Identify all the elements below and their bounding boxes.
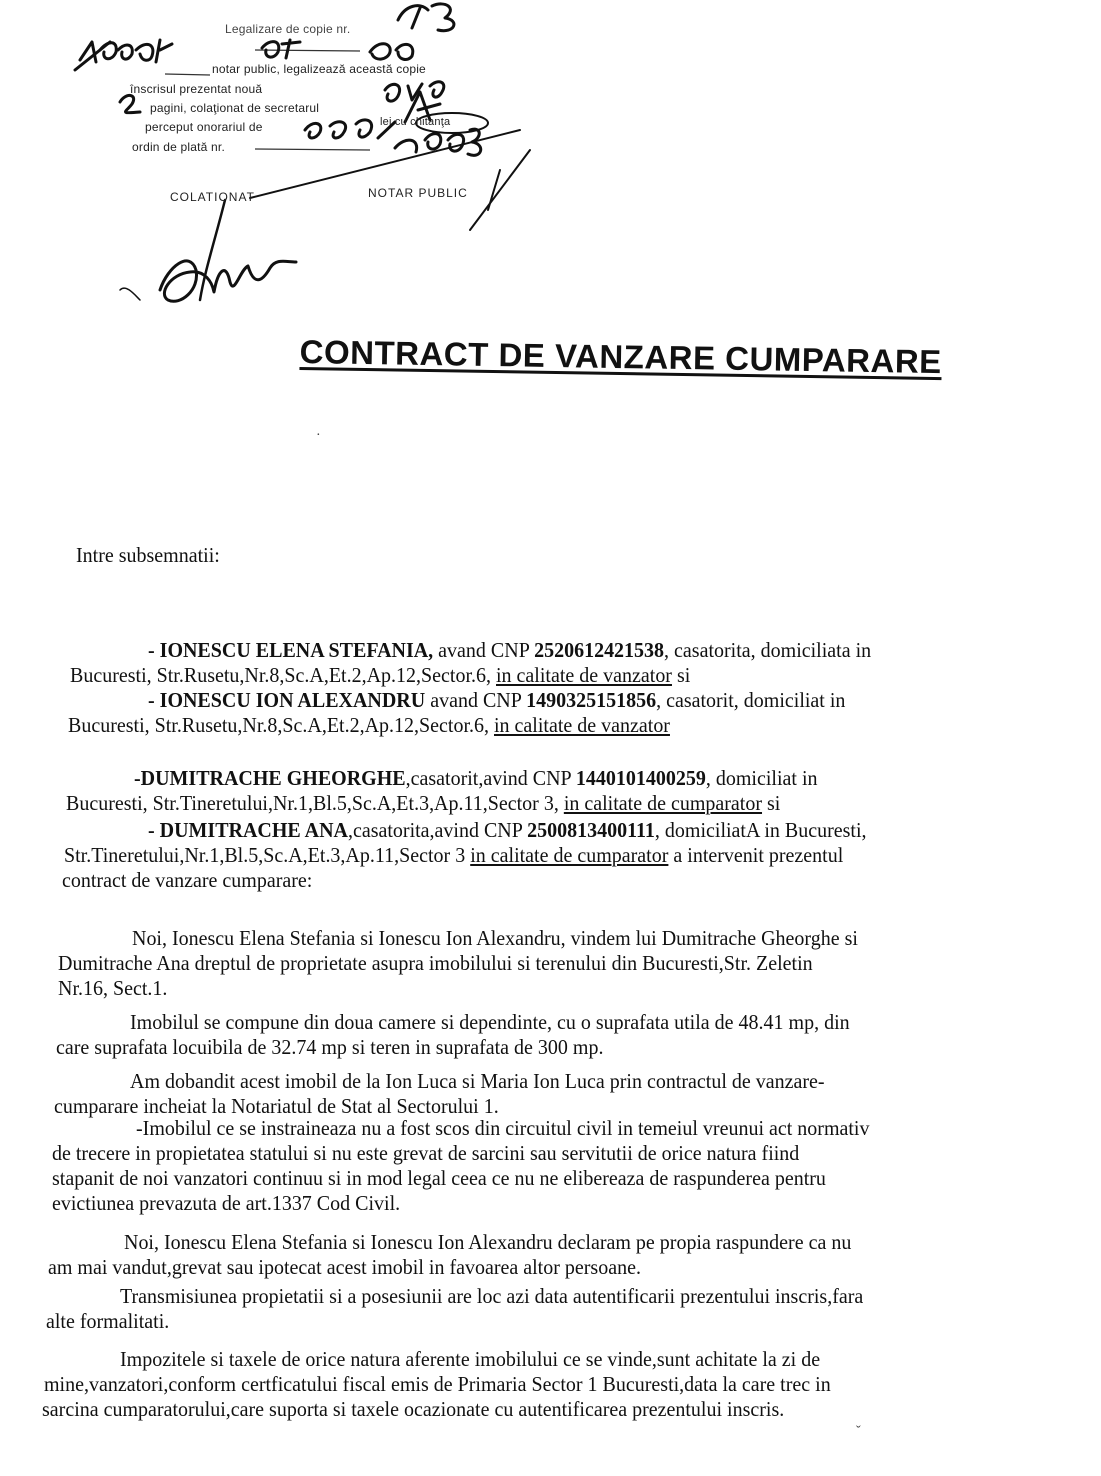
party-3-status: ,casatorit,avind CNP [405, 766, 576, 790]
body-line: care suprafata locuibila de 32.74 mp si teren in suprafata de 300 mp. [56, 1035, 604, 1059]
stamp-colationat: COLATIONAT [170, 190, 255, 204]
party-2-address: Bucuresti, Str.Rusetu,Nr.8,Sc.A,Et.2,Ap.12,Sector.6, [68, 713, 494, 737]
body-line: evictiunea prevazuta de art.1337 Cod Civil. [52, 1191, 401, 1215]
document-title: CONTRACT DE VANZARE CUMPARARE [299, 333, 943, 381]
party-4-address: Str.Tineretului,Nr.1,Bl.5,Sc.A,Et.3,Ap.11,Sector 3 [64, 843, 471, 867]
body-line: alte formalitati. [46, 1309, 170, 1333]
stamp-line-5: pagini, colaţionat de secretarul [150, 101, 320, 115]
party-4-domicile: , domiciliatA in Bucuresti, [654, 818, 867, 842]
body-line: Dumitrache Ana dreptul de proprietate asupra imobilului si terenului din Bucuresti,Str. Zeletin [58, 951, 813, 975]
party-2-status: , casatorit, domiciliat in [656, 688, 846, 712]
party-4-line-2 [64, 845, 843, 867]
stamp-line-3: notar public, legalizează această copie [212, 62, 426, 76]
party-1-address: Bucuresti, Str.Rusetu,Nr.8,Sc.A,Et.2,Ap.12,Sector.6, [70, 663, 496, 687]
body-line: Transmisiunea propietatii si a posesiunii are loc azi data autentificarii prezentului inscris,fara [120, 1284, 864, 1308]
party-1-cnp: 2520612421538 [534, 638, 665, 662]
body-line: Noi, Ionescu Elena Stefania si Ionescu Ion Alexandru declaram pe propia raspundere ca nu [124, 1230, 852, 1254]
party-4-line-1 [148, 820, 866, 842]
party-3-role: in calitate de cumparator [563, 791, 763, 815]
stamp-line-7: lei cu chitanţa [380, 116, 451, 128]
party-3-cnp: 1440101400259 [575, 766, 706, 790]
party-4-cnp: 2500813400111 [527, 818, 655, 842]
body-line: Imobilul se compune din doua camere si dependinte, cu o suprafata utila de 48.41 mp, din [130, 1010, 850, 1034]
party-1-status: , casatorita, domiciliata in [664, 638, 872, 662]
conjunction: si [762, 791, 781, 815]
body-line: stapanit de noi vanzatori continuu si in mod legal ceea ce nu ne elibereaza de raspunderea pentru [52, 1166, 826, 1190]
party-4-name: - DUMITRACHE ANA [148, 818, 348, 842]
stamp-notar: NOTAR PUBLIC [368, 186, 468, 200]
party-2-name: - IONESCU ION ALEXANDRU [148, 688, 426, 712]
body-line: Nr.16, Sect.1. [58, 976, 168, 1000]
body-line: Am dobandit acest imobil de la Ion Luca si Maria Ion Luca prin contractul de vanzare- [130, 1069, 825, 1093]
notary-stamp [0, 0, 560, 330]
party-3-name: -DUMITRACHE GHEORGHE [134, 766, 406, 790]
body-line: -Imobilul ce se instraineaza nu a fost scos din circuitul civil in temeiul vreunui act normativ [136, 1116, 870, 1140]
party-4-role: in calitate de cumparator [470, 843, 669, 867]
stamp-line-2 [205, 40, 347, 54]
party-4-status: ,casatorita,avind CNP [347, 818, 528, 842]
party-1-role: in calitate de vanzator [495, 663, 672, 687]
party-1-line-1 [148, 640, 871, 662]
stamp-line-6: perceput onorariul de [145, 120, 263, 134]
cnp-label: avand CNP [425, 688, 527, 712]
stamp-line-1: Legalizare de copie nr. [225, 22, 351, 36]
intro-text: Intre subsemnatii: [76, 543, 220, 567]
party-4-tail: a intervenit prezentul [668, 843, 844, 867]
party-3-address: Bucuresti, Str.Tineretului,Nr.1,Bl.5,Sc.A,Et.3,Ap.11,Sector 3, [66, 791, 564, 815]
party-1-name: - IONESCU ELENA STEFANIA, [148, 638, 434, 662]
body-line: mine,vanzatori,conform certficatului fiscal emis de Primaria Sector 1 Bucuresti,data la care trec in [44, 1372, 831, 1396]
party-2-cnp: 1490325151856 [526, 688, 657, 712]
party-1-line-2 [70, 665, 690, 687]
party-2-line-1 [148, 690, 845, 712]
body-line: Noi, Ionescu Elena Stefania si Ionescu Ion Alexandru, vindem lui Dumitrache Gheorghe si [132, 926, 858, 950]
body-line: sarcina cumparatorului,care suporta si taxele ocazionate cu autentificarea prezentului inscris. [42, 1397, 785, 1421]
stray-mark: ˇ [856, 1424, 861, 1439]
stamp-line-8: ordin de plată nr. [132, 140, 225, 154]
party-2-role: in calitate de vanzator [493, 713, 670, 737]
party-3-line-1 [134, 768, 818, 790]
body-line: cumparare incheiat la Notariatul de Stat al Sectorului 1. [54, 1094, 499, 1118]
body-line: am mai vandut,grevat sau ipotecat acest imobil in favoarea altor persoane. [48, 1255, 641, 1279]
body-line: de trecere in propietatea statului si nu este grevat de sarcini sau servitutii de orice natura fiind [52, 1141, 800, 1165]
stray-mark: · [316, 428, 321, 443]
party-3-domicile: , domiciliat in [705, 766, 818, 790]
stamp-line-4: înscrisul prezentat nouă [130, 82, 263, 96]
cnp-label: avand CNP [433, 638, 535, 662]
party-2-line-2 [68, 715, 670, 737]
body-line: Impozitele si taxele de orice natura aferente imobilului ce se vinde,sunt achitate la zi de [120, 1347, 821, 1371]
contract-closing-line: contract de vanzare cumparare: [62, 868, 313, 892]
conjunction: si [671, 663, 691, 687]
party-3-line-2 [66, 793, 780, 815]
